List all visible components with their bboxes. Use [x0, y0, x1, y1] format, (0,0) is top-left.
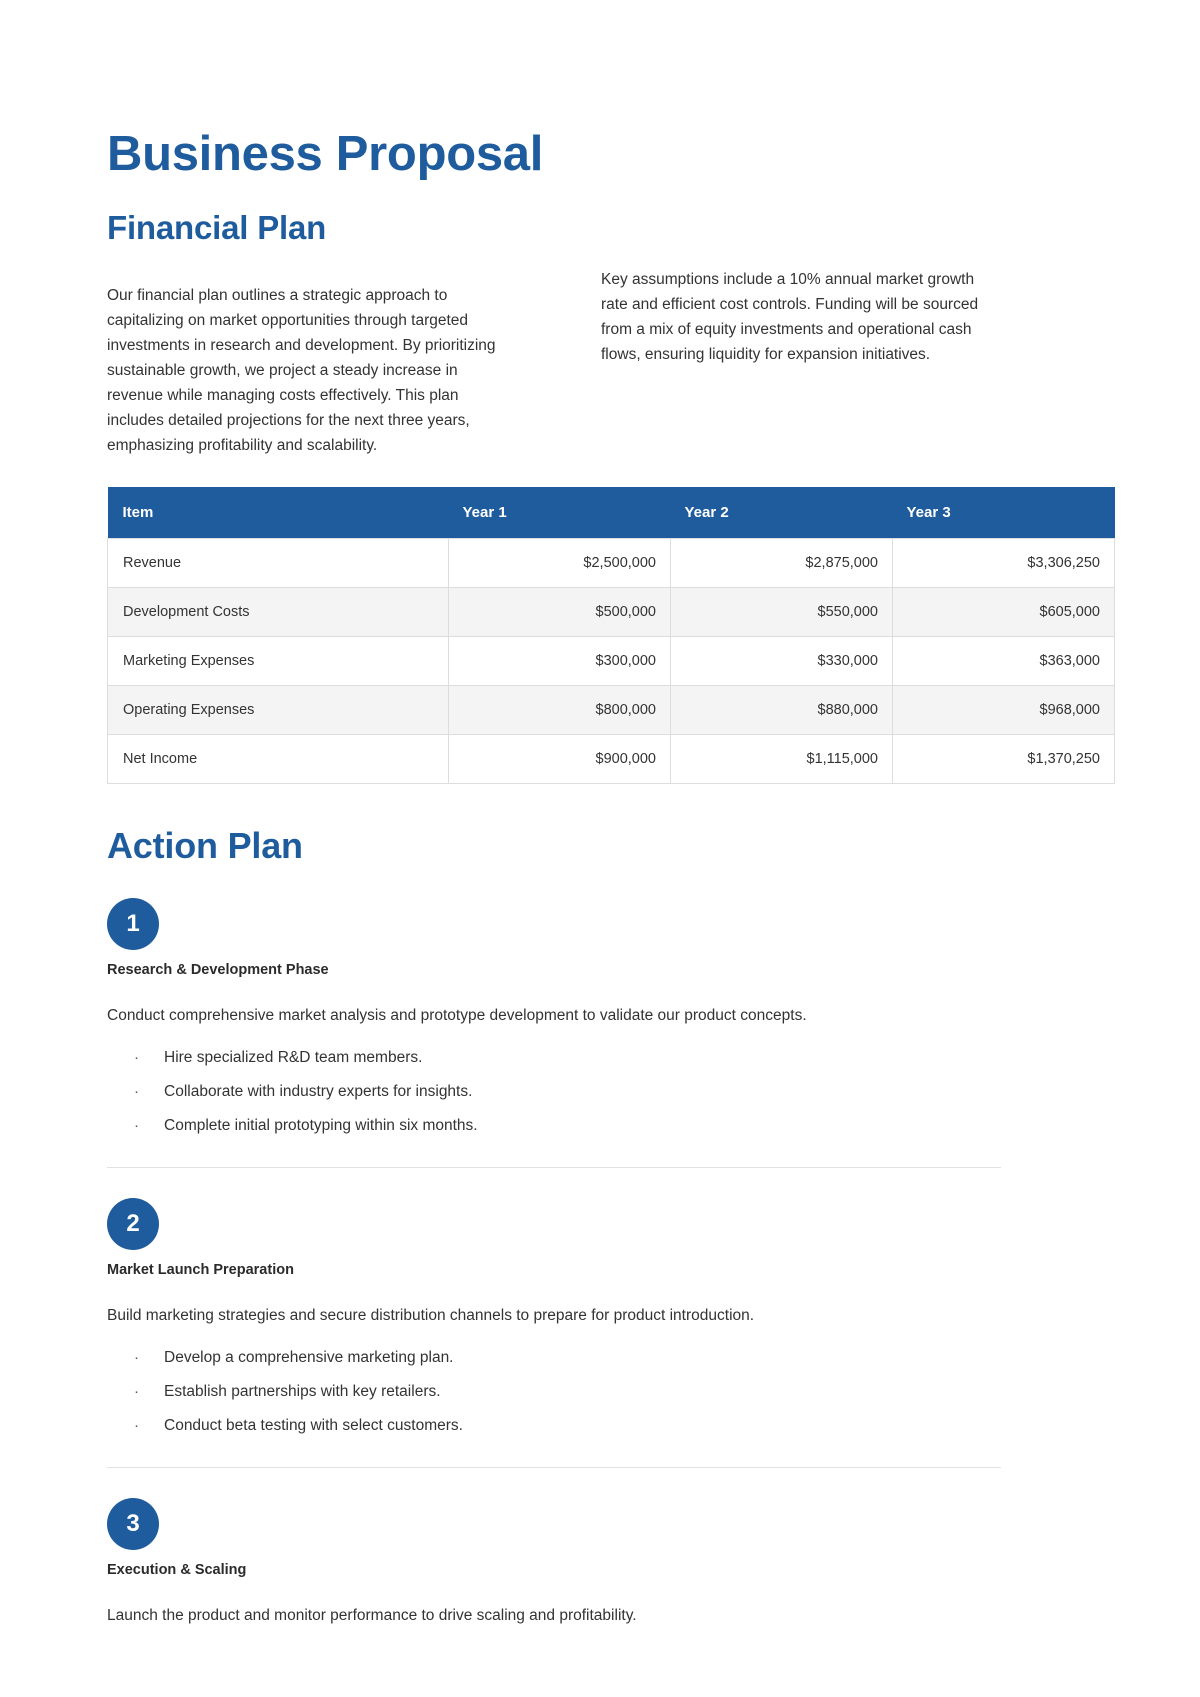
list-item	[107, 1381, 1093, 1403]
cell-item: Marketing Expenses	[108, 637, 449, 686]
cell-year-3: $1,370,250	[893, 735, 1115, 784]
intro-column-left	[107, 283, 499, 458]
action-step-2	[107, 1198, 1093, 1437]
list-item	[107, 1047, 1093, 1069]
list-item-label: Develop a comprehensive marketing plan.	[164, 1348, 454, 1366]
step-heading: Research & Development Phase	[107, 961, 329, 978]
cell-year-3: $363,000	[893, 637, 1115, 686]
step-divider	[107, 1467, 1001, 1468]
cell-year-1: $900,000	[449, 735, 671, 784]
cell-year-3: $968,000	[893, 686, 1115, 735]
action-step-3	[107, 1498, 1093, 1627]
intro-column-right	[601, 271, 993, 458]
bullet-icon: ·	[134, 1382, 139, 1400]
step-number-badge: 3	[107, 1498, 159, 1550]
cell-item: Development Costs	[108, 588, 449, 637]
bullet-icon: ·	[134, 1416, 139, 1434]
bullet-icon: ·	[134, 1048, 139, 1066]
cell-year-2: $880,000	[671, 686, 893, 735]
step-bullet-list	[107, 1047, 1093, 1137]
table-header-row	[108, 487, 1115, 539]
cell-item: Operating Expenses	[108, 686, 449, 735]
step-description: Launch the product and monitor performance to drive scaling and profitability.	[107, 1606, 637, 1624]
cell-year-3: $3,306,250	[893, 539, 1115, 588]
cell-item: Net Income	[108, 735, 449, 784]
table-row	[108, 637, 1115, 686]
step-divider	[107, 1167, 1001, 1168]
action-step-1	[107, 898, 1093, 1137]
cell-year-1: $500,000	[449, 588, 671, 637]
financial-projections-table	[107, 487, 1115, 784]
bullet-icon: ·	[134, 1116, 139, 1134]
intro-paragraph-left: Our financial plan outlines a strategic approach to capitalizing on market opportunities through targeted investments in research and development. By prioritizing sustainable growth, we project a steady increase in revenue while managing costs effectively. This plan includes detailed projections for the next three years, emphasizing profitability and scalability.	[107, 287, 496, 455]
table-row	[108, 686, 1115, 735]
table-body	[108, 539, 1115, 784]
bullet-icon: ·	[134, 1082, 139, 1100]
step-heading: Execution & Scaling	[107, 1561, 247, 1578]
step-description: Build marketing strategies and secure distribution channels to prepare for product introduction.	[107, 1306, 755, 1324]
cell-year-1: $2,500,000	[449, 539, 671, 588]
list-item-label: Establish partnerships with key retailers.	[164, 1382, 441, 1400]
list-item-label: Hire specialized R&D team members.	[164, 1048, 423, 1066]
section-title-action-plan: Action Plan	[107, 825, 303, 867]
list-item	[107, 1415, 1093, 1437]
list-item	[107, 1115, 1093, 1137]
bullet-icon: ·	[134, 1348, 139, 1366]
section-title-financial-plan: Financial Plan	[107, 208, 327, 246]
cell-year-1: $300,000	[449, 637, 671, 686]
table-row	[108, 588, 1115, 637]
table-header	[108, 487, 1115, 539]
step-number-badge: 1	[107, 898, 159, 950]
column-header-year-1: Year 1	[449, 487, 671, 539]
table-row	[108, 539, 1115, 588]
cell-year-2: $1,115,000	[671, 735, 893, 784]
list-item	[107, 1347, 1093, 1369]
step-heading: Market Launch Preparation	[107, 1261, 294, 1278]
cell-year-2: $550,000	[671, 588, 893, 637]
table-row	[108, 735, 1115, 784]
list-item-label: Conduct beta testing with select customers.	[164, 1416, 463, 1434]
cell-year-2: $2,875,000	[671, 539, 893, 588]
cell-year-1: $800,000	[449, 686, 671, 735]
step-bullet-list	[107, 1347, 1093, 1437]
step-description: Conduct comprehensive market analysis and prototype development to validate our product concepts.	[107, 1006, 807, 1024]
page-title: Business Proposal	[107, 127, 544, 181]
intro-columns	[107, 271, 1093, 458]
cell-item: Revenue	[108, 539, 449, 588]
list-item-label: Collaborate with industry experts for insights.	[164, 1082, 473, 1100]
cell-year-2: $330,000	[671, 637, 893, 686]
step-number-badge: 2	[107, 1198, 159, 1250]
column-header-year-2: Year 2	[671, 487, 893, 539]
column-header-item: Item	[108, 487, 449, 539]
cell-year-3: $605,000	[893, 588, 1115, 637]
intro-paragraph-right: Key assumptions include a 10% annual market growth rate and efficient cost controls. Funding will be sourced from a mix of equity investments and operational cash flows, ensuring liquidity for expansion initiatives.	[601, 271, 979, 364]
column-header-year-3: Year 3	[893, 487, 1115, 539]
list-item-label: Complete initial prototyping within six months.	[164, 1116, 478, 1134]
list-item	[107, 1081, 1093, 1103]
